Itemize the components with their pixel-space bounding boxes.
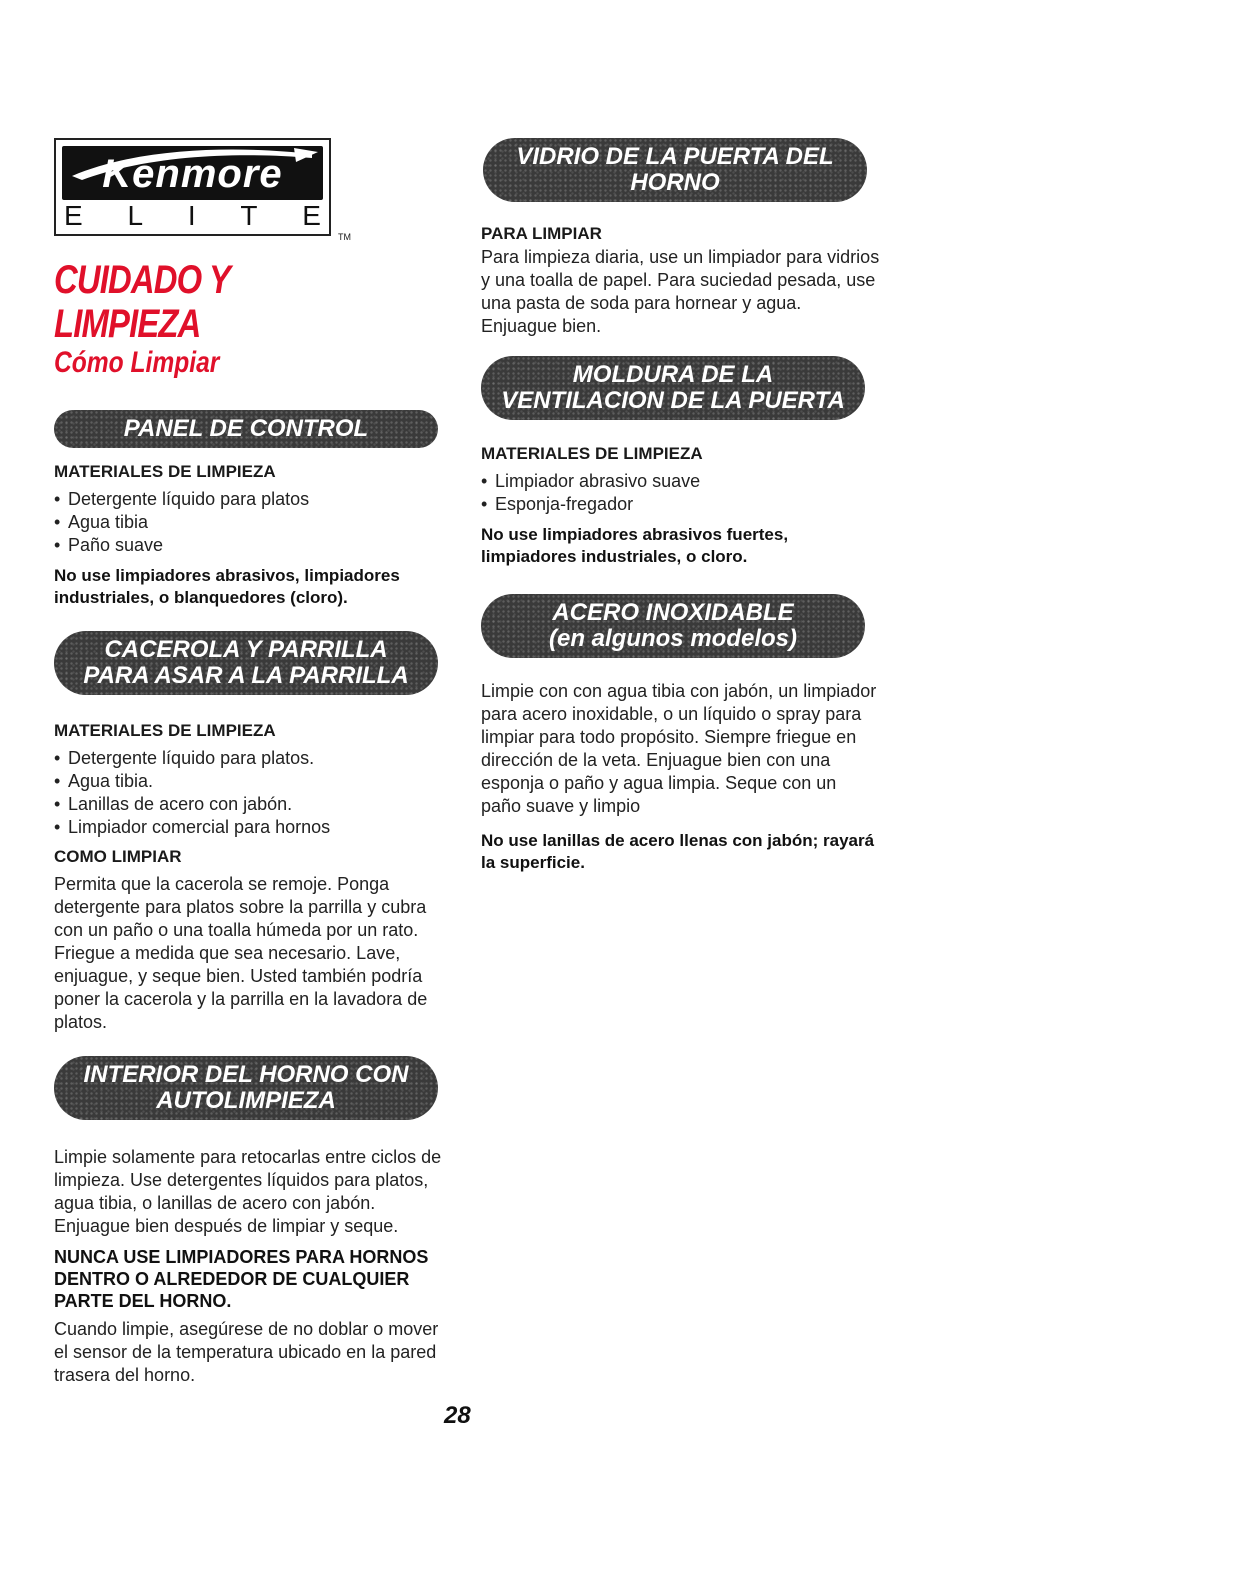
- como-label: COMO LIMPIAR: [54, 847, 182, 866]
- vidrio-text: Para limpieza diaria, use un limpiador para vidrios y una toalla de papel. Para suciedad pesada, use una pasta de soda para hornear y agua. Enjuague bien.: [481, 247, 880, 336]
- header-line: (en algunos modelos): [548, 625, 797, 652]
- logo-letter: T: [240, 200, 258, 231]
- section-header-interior: [54, 1056, 438, 1120]
- warning-text: No use lanillas de acero llenas con jabón; rayará la superficie.: [481, 831, 875, 872]
- page-subtitle: Cómo Limpiar: [54, 346, 220, 379]
- logo-sub: [64, 200, 321, 232]
- kenmore-elite-logo: [54, 138, 351, 242]
- header-line: PARA ASAR A LA PARRILLA: [83, 662, 409, 689]
- header-line: ACERO INOXIDABLE: [552, 599, 794, 626]
- header-line: INTERIOR DEL HORNO CON: [83, 1061, 409, 1088]
- materials-list: [54, 747, 454, 839]
- list-item: • Lanillas de acero con jabón.: [54, 793, 454, 816]
- header-line: VIDRIO DE LA PUERTA DEL: [516, 143, 834, 170]
- section-header-acero: [481, 594, 865, 658]
- list-item: • Agua tibia.: [54, 770, 454, 793]
- header-line: PANEL DE CONTROL: [123, 415, 369, 442]
- header-line: MOLDURA DE LA: [572, 361, 774, 388]
- section-header-panel: [54, 410, 438, 448]
- section-header-vidrio: [483, 138, 867, 202]
- para-limpiar-label: PARA LIMPIAR: [481, 224, 602, 243]
- list-item: • Detergente líquido para platos: [54, 488, 454, 511]
- list-item: • Agua tibia: [54, 511, 454, 534]
- header-line: AUTOLIMPIEZA: [156, 1087, 336, 1114]
- header-line: CACEROLA Y PARRILLA: [104, 636, 388, 663]
- logo-band: [62, 146, 323, 200]
- logo-letter: L: [127, 200, 144, 231]
- materials-label: MATERIALES DE LIMPIEZA: [54, 721, 276, 740]
- materials-label: MATERIALES DE LIMPIEZA: [481, 444, 703, 463]
- header-line: HORNO: [630, 169, 720, 196]
- como-text: Permita que la cacerola se remoje. Ponga detergente para platos sobre la parrilla y cubra con un paño o una toalla húmeda por un rato. Friegue a medida que sea necesario. Lave, enjuague, y seque bien. Usted también podría poner la cacerola y la parrilla en la lavadora de platos.: [54, 874, 428, 1032]
- logo-brand: Kenmore: [102, 152, 283, 196]
- list-item: • Paño suave: [54, 534, 454, 557]
- materials-list: [54, 488, 454, 557]
- logo-letter: I: [187, 200, 196, 231]
- warning-text: No use limpiadores abrasivos fuertes, limpiadores industriales, o cloro.: [481, 525, 789, 566]
- right-column: [481, 138, 881, 874]
- acero-text: Limpie con con agua tibia con jabón, un limpiador para acero inoxidable, o un líquido o spray para limpiar para todo propósito. Siempre friegue en dirección de la veta. Enjuague bien con una esponja o paño y agua limpia. Seque con un paño suave y limpio: [481, 681, 877, 816]
- left-column: [54, 138, 454, 1387]
- logo-letter: E: [64, 200, 83, 231]
- list-item: • Esponja-fregador: [481, 493, 881, 516]
- interior-note: Cuando limpie, asegúrese de no doblar o mover el sensor de la temperatura ubicado en la pared trasera del horno.: [54, 1319, 439, 1385]
- materials-list: [481, 470, 881, 516]
- list-item: • Limpiador abrasivo suave: [481, 470, 881, 493]
- interior-text: Limpie solamente para retocarlas entre ciclos de limpieza. Use detergentes líquidos para platos, agua tibia, o lanillas de acero con jabón. Enjuague bien después de limpiar y seque.: [54, 1147, 442, 1236]
- materials-label: MATERIALES DE LIMPIEZA: [54, 462, 276, 481]
- logo-letter: E: [302, 200, 321, 231]
- section-header-moldura: [481, 356, 865, 420]
- warning-text: NUNCA USE LIMPIADORES PARA HORNOS DENTRO O ALREDEDOR DE CUALQUIER PARTE DEL HORNO.: [54, 1247, 429, 1311]
- list-item: • Detergente líquido para platos.: [54, 747, 454, 770]
- header-line: VENTILACION DE LA PUERTA: [501, 387, 845, 414]
- warning-text: No use limpiadores abrasivos, limpiadores industriales, o blanquedores (cloro).: [54, 566, 400, 607]
- page-title: CUIDADO Y LIMPIEZA: [54, 258, 230, 346]
- section-header-cacerola: [54, 631, 438, 695]
- list-item: • Limpiador comercial para hornos: [54, 816, 454, 839]
- trademark: TM: [338, 232, 351, 242]
- page-number: 28: [444, 1402, 471, 1429]
